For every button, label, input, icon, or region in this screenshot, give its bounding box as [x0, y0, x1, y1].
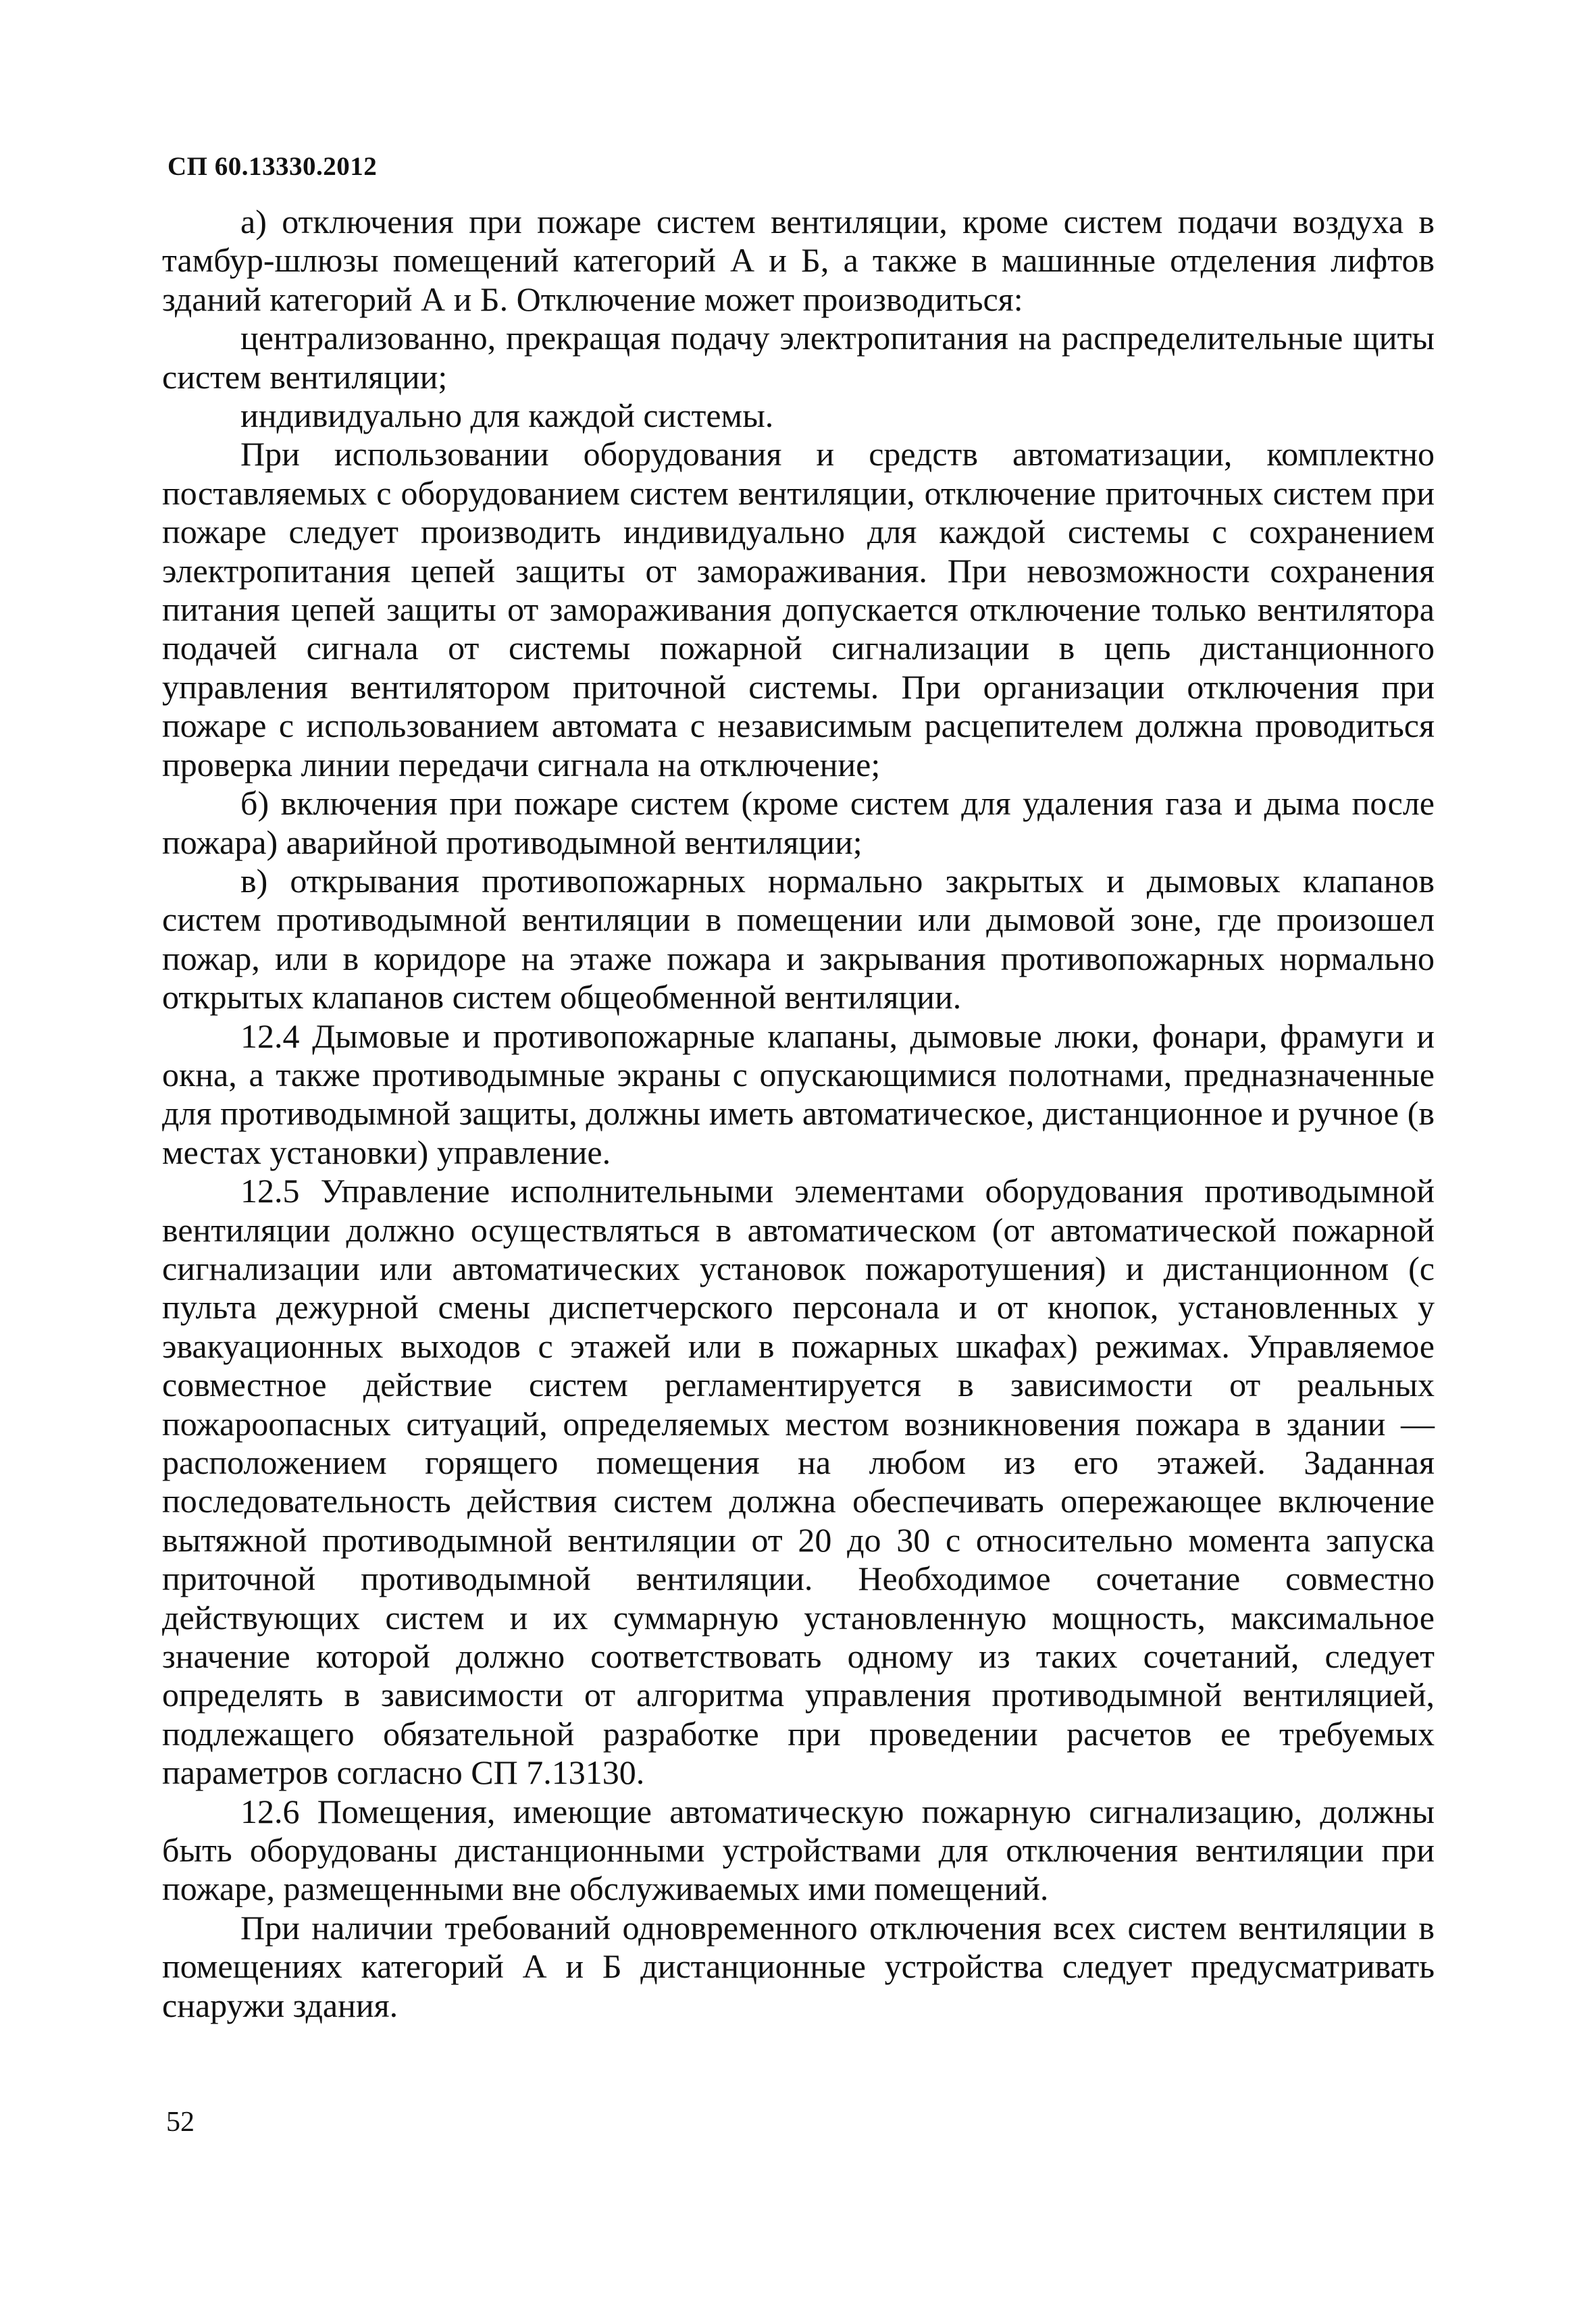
paragraph-item-b: б) включения при пожаре систем (кроме систем для удаления газа и дыма после пожара) аварийной противодымной вентиляции; [162, 784, 1435, 861]
document-code-header: СП 60.13330.2012 [168, 152, 378, 181]
paragraph-12-5: 12.5 Управление исполнительными элементами оборудования противодымной вентиляции должно осуществляться в автоматическом (от автоматической пожарной сигнализации или автоматических установок пожаротушения) и дистанционном (с пульта дежурной смены диспетчерского персонала и от кнопок, установленных у эвакуационных выходов с этажей или в пожарных шкафах) режимах. Управляемое совместное действие систем регламентируется в зависимости от реальных пожароопасных ситуаций, определяемых местом возникновения пожара в здании — расположением горящего помещения на любом из его этажей. Заданная последовательность действия систем должна обеспечивать опережающее включение вытяжной противодымной вентиляции от 20 до 30 с относительно момента запуска приточной противодымной вентиляции. Необходимое сочетание совместно действующих систем и их суммарную установленную мощность, максимальное значение которой должно соответствовать одному из таких сочетаний, следует определять в зависимости от алгоритма управления противодымной вентиляцией, подлежащего обязательной разработке при проведении расчетов ее требуемых параметров согласно СП 7.13130. [162, 1172, 1435, 1792]
paragraph-item-a: а) отключения при пожаре систем вентиляции, кроме систем подачи воздуха в тамбур-шлюзы помещений категорий А и Б, а также в машинные отделения лифтов зданий категорий А и Б. Отключение может производиться: [162, 203, 1435, 318]
page-number: 52 [166, 2107, 195, 2138]
paragraph-individual: индивидуально для каждой системы. [240, 396, 774, 435]
paragraph-automation-equipment: При использовании оборудования и средств автоматизации, комплектно поставляемых с оборудованием систем вентиляции, отключение приточных систем при пожаре следует производить индивидуально для каждой системы с сохранением электропитания цепей защиты от замораживания. При невозможности сохранения питания цепей защиты от замораживания допускается отключение только вентилятора подачей сигнала от системы пожарной сигнализации в цепь дистанционного управления вентилятором приточной системы. При организации отключения при пожаре с использованием автомата с независимым расцепителем должна проводиться проверка линии передачи сигнала на отключение; [162, 435, 1435, 783]
paragraph-item-v: в) открывания противопожарных нормально закрытых и дымовых клапанов систем противодымной вентиляции в помещении или дымовой зоне, где произошел пожар, или в коридоре на этаже пожара и закрывания противопожарных нормально открытых клапанов систем общеобменной вентиляции. [162, 861, 1435, 1017]
paragraph-category-ab: При наличии требований одновременного отключения всех систем вентиляции в помещениях категорий А и Б дистанционные устройства следует предусматривать снаружи здания. [162, 1908, 1435, 2024]
paragraph-centralized: централизованно, прекращая подачу электропитания на распределительные щиты систем вентиляции; [162, 319, 1435, 396]
paragraph-12-4: 12.4 Дымовые и противопожарные клапаны, дымовые люки, фонари, фрамуги и окна, а также противодымные экраны с опускающимися полотнами, предназначенные для противодымной защиты, должны иметь автоматическое, дистанционное и ручное (в местах установки) управление. [162, 1017, 1435, 1171]
document-body [162, 203, 1435, 2025]
paragraph-12-6: 12.6 Помещения, имеющие автоматическую пожарную сигнализацию, должны быть оборудованы дистанционными устройствами для отключения вентиляции при пожаре, размещенными вне обслуживаемых ими помещений. [162, 1792, 1435, 1908]
